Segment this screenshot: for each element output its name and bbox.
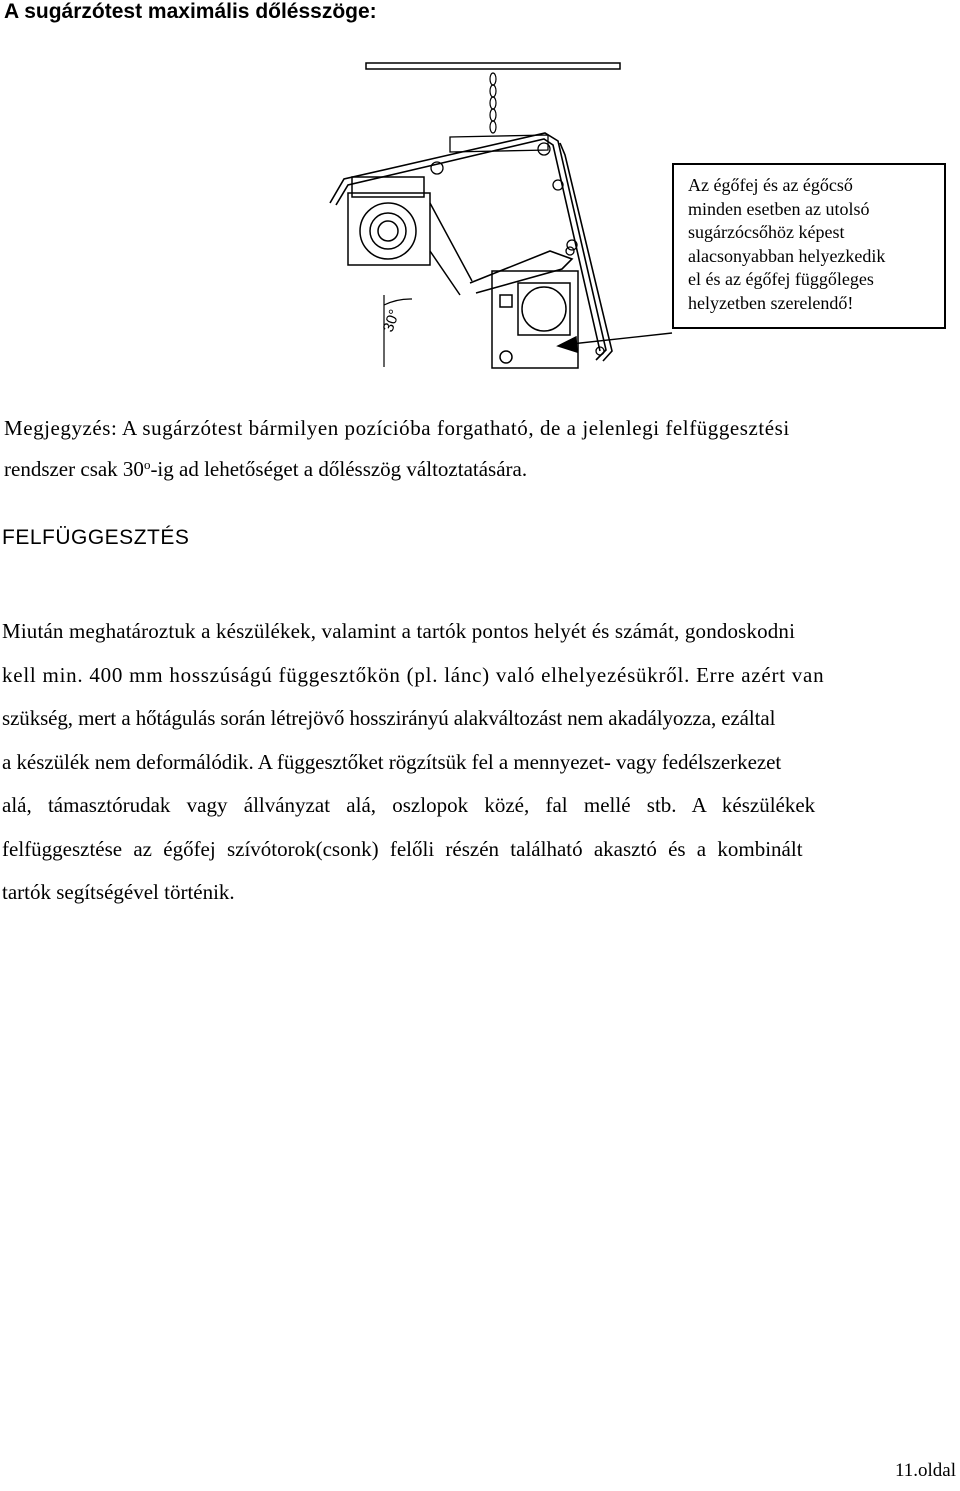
degree-superscript: o	[143, 457, 151, 472]
body-line: szükség, mert a hőtágulás során létrejövő hosszirányú alakváltozást nem akadályozza, ezáltal	[2, 706, 776, 730]
body-line: alá, támasztórudak vagy állványzat alá, oszlopok közé, fal mellé stb. A készülékek	[2, 793, 816, 817]
body-line: kell min. 400 mm hosszúságú függesztőkön (pl. lánc) való elhelyezésükről. Erre azért van	[2, 662, 825, 687]
callout-line: alacsonyabban helyezkedik	[688, 245, 886, 266]
suspension-chain	[490, 73, 496, 133]
callout-line: sugárzócsőhöz képest	[688, 222, 845, 242]
body-line: a készülék nem deformálódik. A függesztőket rögzítsük fel a mennyezet- vagy fedélszerkezet	[2, 749, 782, 774]
callout-line: helyzetben szerelendő!	[688, 292, 854, 313]
section-title: FELFÜGGESZTÉS	[2, 526, 190, 549]
note-line-2-pre: rendszer csak 30	[4, 457, 144, 481]
note-line-2-post: -ig ad lehetőséget a dőlésszög változtatására.	[150, 457, 528, 481]
callout-line: minden esetben az utolsó	[688, 198, 870, 219]
burner-head	[348, 177, 472, 295]
callout-arrow	[558, 333, 672, 352]
page-number: 11.oldal	[894, 1460, 956, 1481]
angle-label: 30°	[379, 307, 404, 335]
body-line: tartók segítségével történik.	[2, 880, 235, 904]
body-paragraph	[2, 610, 956, 915]
callout-note	[672, 163, 946, 329]
page-heading: A sugárzótest maximális dőlésszöge:	[4, 0, 377, 23]
note-paragraph	[4, 408, 956, 490]
note-line-1: Megjegyzés: A sugárzótest bármilyen pozícióba forgatható, de a jelenlegi felfüggesztési	[4, 416, 790, 440]
callout-line: Az égőfej és az égőcső	[688, 175, 853, 195]
callout-line: el és az égőfej függőleges	[688, 269, 874, 289]
body-line: Miután meghatároztuk a készülékek, valamint a tartók pontos helyét és számát, gondoskodni	[2, 619, 796, 643]
body-line: felfüggesztése az égőfej szívótorok(csonk) felőli részén található akasztó és a kombinált	[2, 836, 803, 861]
note-line-2	[4, 449, 956, 490]
